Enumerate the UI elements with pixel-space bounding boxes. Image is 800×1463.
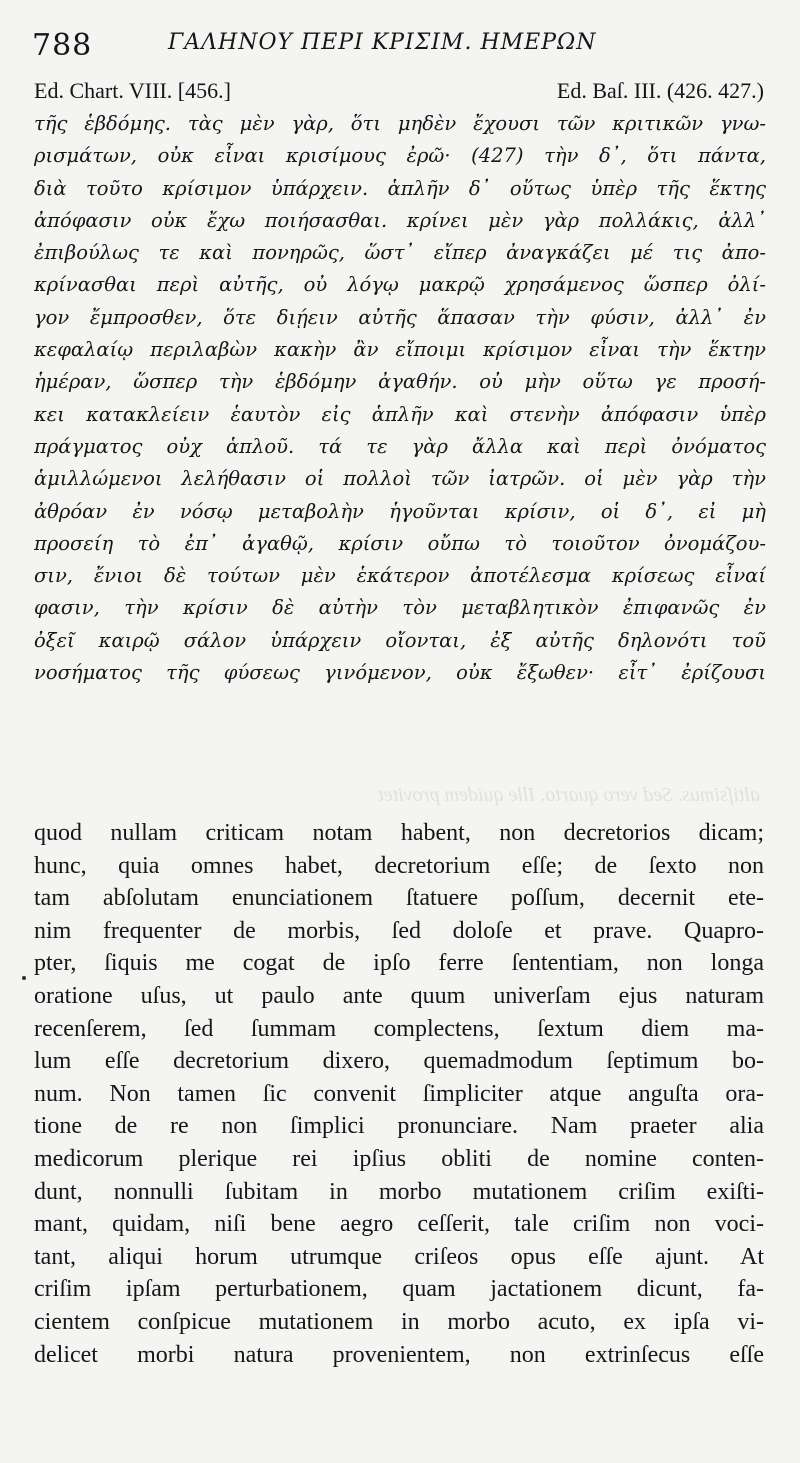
margin-mark xyxy=(22,976,26,980)
latin-text-block xyxy=(34,817,764,1371)
greek-line: γον ἔμπροσθεν, ὅτε διῄειν αὐτῆς ἅπασαν τὴν φύσιν, ἀλλ᾽ ἐν xyxy=(34,305,766,329)
latin-line: medicorum plerique rei ipſius obliti de nomine conten- xyxy=(34,1145,764,1172)
latin-line: hunc, quia omnes habet, decretorium eſſe; de ſexto non xyxy=(34,852,764,879)
latin-line: criſim ipſam perturbationem, quam jactationem dicunt, fa- xyxy=(34,1276,764,1303)
greek-line: ἀπόφασιν οὐκ ἔχω ποιήσασθαι. κρίνει μὲν γὰρ πολλάκις, ἀλλ᾽ xyxy=(34,208,766,232)
latin-line: delicet morbi natura provenientem, non extrinſecus eſſe xyxy=(34,1341,764,1368)
greek-line: σιν, ἔνιοι δὲ τούτων μὲν ἑκάτερον ἀποτέλεσμα κρίσεως εἶναί xyxy=(34,564,766,588)
latin-line: tione de re non ſimplici pronunciare. Nam praeter alia xyxy=(34,1113,764,1140)
latin-line: oratione uſus, ut paulo ante quum univerſam ejus naturam xyxy=(34,982,764,1009)
latin-line: nim frequenter de morbis, ſed doloſe et prave. Quapro- xyxy=(34,917,764,944)
latin-line: quod nullam criticam notam habent, non decretorios dicam; xyxy=(34,820,764,846)
greek-line: ἐπιβούλως τε καὶ πονηρῶς, ὥστ᾽ εἴπερ ἀναγκάζει μέ τις ἀπο- xyxy=(34,241,766,265)
greek-line: κει κατακλείειν ἑαυτὸν εἰς ἁπλῆν καὶ στενὴν ἀπόφασιν ὑπὲρ xyxy=(34,402,766,426)
greek-line: ἁμιλλώμενοι λελήθασιν οἱ πολλοὶ τῶν ἰατρῶν. οἱ μὲν γὰρ τὴν xyxy=(34,467,766,491)
latin-line: pter, ſiquis me cogat de ipſo ferre ſententiam, non longa xyxy=(34,950,764,977)
latin-line: cientem conſpicue mutationem in morbo acuto, ex ipſa vi- xyxy=(34,1308,764,1335)
latin-line: num. Non tamen ſic convenit ſimpliciter atque anguſta ora- xyxy=(34,1080,764,1107)
greek-line: τῆς ἑβδόμης. τὰς μὲν γὰρ, ὅτι μηδὲν ἔχουσι τῶν κριτικῶν γνω- xyxy=(34,112,766,135)
greek-line: κεφαλαίῳ περιλαβὼν κακὴν ἂν εἴποιμι κρίσιμον εἶναι τὴν ἕκτην xyxy=(34,338,766,362)
greek-line: φασιν, τὴν κρίσιν δὲ αὐτὴν τὸν μεταβλητικὸν ἐπιφανῶς ἐν xyxy=(34,596,766,620)
greek-line: πράγματος οὐχ ἁπλοῦ. τά τε γὰρ ἄλλα καὶ περὶ ὀνόματος xyxy=(34,434,766,458)
edition-reference-chartier: Ed. Chart. VIII. [456.] xyxy=(34,78,231,103)
running-title: ΓΑΛΗΝΟΥ ΠΕΡΙ ΚΡΙΣΙΜ. ΗΜΕΡΩΝ xyxy=(168,30,597,55)
greek-line: ὀξεῖ καιρῷ σάλον ὑπάρχειν οἴονται, ἐξ αὐτῆς δηλονότι τοῦ xyxy=(34,628,766,652)
show-through-text: altiſsimus. Sed vero quarto. Ille quidem provitet xyxy=(378,784,760,806)
greek-text-block xyxy=(34,108,766,689)
greek-line: νοσήματος τῆς φύσεως γινόμενον, οὐκ ἔξωθεν· εἶτ᾽ ἐρίζουσι xyxy=(34,661,766,685)
latin-line: mant, quidam, niſi bene aegro ceſſerit, tale criſim non voci- xyxy=(34,1211,764,1238)
greek-line: ἀθρόαν ἐν νόσῳ μεταβολὴν ἡγοῦνται κρίσιν, οἱ δ᾽, εἰ μὴ xyxy=(34,499,766,523)
greek-line: κρίνασθαι περὶ αὐτῆς, οὐ λόγῳ μακρῷ χρησάμενος ὥσπερ ὀλί- xyxy=(34,273,766,297)
latin-line: tant, aliqui horum utrumque criſeos opus eſſe ajunt. At xyxy=(34,1243,764,1270)
edition-reference-basel: Ed. Baſ. III. (426. 427.) xyxy=(556,78,764,103)
latin-line: lum eſſe decretorium dixero, quemadmodum ſeptimum bo- xyxy=(34,1048,764,1075)
latin-line: dunt, nonnulli ſubitam in morbo mutationem criſim exiſti- xyxy=(34,1178,764,1205)
page-number: 788 xyxy=(32,28,93,63)
greek-line: ρισμάτων, οὐκ εἶναι κρισίμους ἐρῶ· (427) τὴν δ᾽, ὅτι πάντα, xyxy=(34,144,766,168)
latin-line: tam abſolutam enunciationem ſtatuere poſſum, decernit ete- xyxy=(34,885,764,912)
greek-line: διὰ τοῦτο κρίσιμον ὑπάρχειν. ἁπλῆν δ᾽ οὕτως ὑπὲρ τῆς ἕκτης xyxy=(34,176,766,200)
greek-line: ἡμέραν, ὥσπερ τὴν ἑβδόμην ἀγαθήν. οὐ μὴν οὕτω γε προσή- xyxy=(34,370,766,394)
greek-line: προσείη τὸ ἐπ᾽ ἀγαθῷ, κρίσιν οὔπω τὸ τοιοῦτον ὀνομάζου- xyxy=(34,531,766,555)
latin-line: recenſerem, ſed ſummam complectens, ſextum diem ma- xyxy=(34,1015,764,1042)
